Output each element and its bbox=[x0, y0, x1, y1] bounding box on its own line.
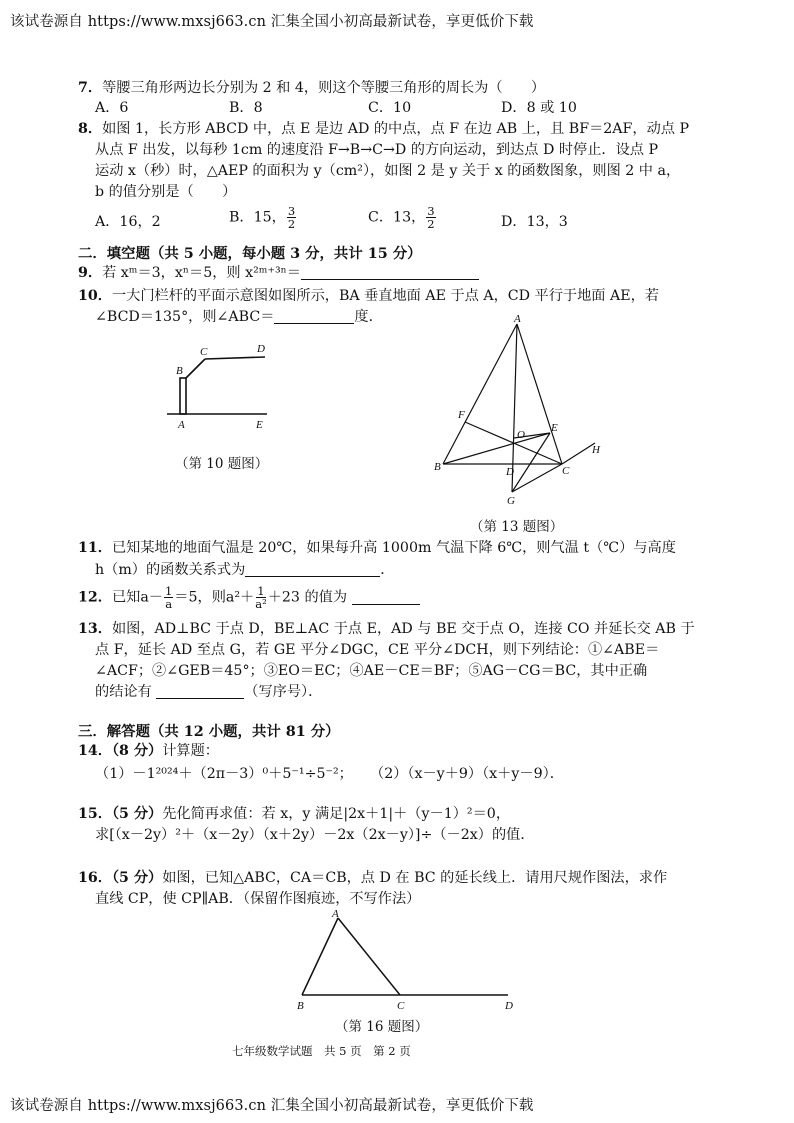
fraction bbox=[426, 205, 435, 230]
question-9 bbox=[78, 263, 479, 283]
fraction bbox=[164, 585, 173, 610]
label-h: H bbox=[592, 444, 600, 456]
label-d: D bbox=[257, 343, 265, 355]
answer-blank[interactable] bbox=[274, 308, 354, 324]
q8-line-4: b 的值分别是（ ） bbox=[95, 184, 237, 200]
q8-option-b bbox=[229, 205, 297, 230]
section-2-title: 二．填空题（共 5 小题，每小题 3 分，共计 15 分） bbox=[78, 245, 422, 262]
q8-line-1: 如图 1，长方形 ABCD 中，点 E 是边 AD 的中点，点 F 在边 AB 上，且 BF＝2AF，动点 P bbox=[102, 121, 689, 137]
q16-line-2: 直线 CP，使 CP∥AB．（保留作图痕迹，不写作法） bbox=[95, 891, 421, 907]
question-number: 7． bbox=[78, 80, 103, 96]
question-number: 16． bbox=[78, 870, 112, 886]
fraction-denominator: 2 bbox=[287, 217, 296, 231]
question-16 bbox=[78, 868, 667, 888]
answer-blank[interactable] bbox=[245, 561, 380, 577]
option-label: C．13， bbox=[368, 209, 426, 226]
question-text: 等腰三角形两边长分别为 2 和 4，则这个等腰三角形的周长为（ ） bbox=[102, 80, 546, 96]
q12-mid: ＝5，则a²＋ bbox=[174, 589, 255, 606]
q10-line-2-text: ∠BCD＝135°，则∠ABC＝ bbox=[95, 309, 275, 325]
question-15 bbox=[78, 804, 510, 824]
figure-16 bbox=[290, 905, 520, 1015]
q15-line-2: 求[（x－2y）²＋（x－2y）（x＋2y）－2x（2x－y）]÷（－2x）的值． bbox=[95, 827, 535, 843]
label-a: A bbox=[178, 419, 185, 431]
question-12 bbox=[78, 585, 420, 610]
figure-13-caption: （第 13 题图） bbox=[470, 519, 564, 535]
q14-part-1: （1）－1²⁰²⁴＋（2π－3）⁰＋5⁻¹÷5⁻²； bbox=[95, 766, 353, 782]
label-c: C bbox=[562, 465, 570, 477]
label-o: O bbox=[517, 429, 525, 441]
post-ba bbox=[180, 378, 186, 414]
question-number: 14． bbox=[78, 743, 112, 759]
segment-ab bbox=[302, 918, 338, 995]
question-11 bbox=[78, 538, 676, 558]
question-13 bbox=[78, 619, 695, 639]
q7-option-a: A．6 bbox=[95, 100, 129, 116]
label-b: B bbox=[434, 461, 441, 473]
figure-10-caption: （第 10 题图） bbox=[175, 456, 269, 472]
q14-part-2: （2）（x－y＋9）（x＋y－9）． bbox=[370, 766, 564, 782]
q11-line-2-end: ． bbox=[380, 562, 395, 578]
q10-line-2 bbox=[95, 307, 383, 327]
q7-option-d: D．8 或 10 bbox=[501, 100, 577, 116]
label-e: E bbox=[551, 422, 558, 434]
bottom-banner: 该试卷源自 https://www.mxsj663.cn 汇集全国小初高最新试卷，享更低价下载 bbox=[10, 1098, 534, 1114]
q10-line-2-end: 度． bbox=[354, 309, 383, 325]
q12-pre: 已知a－ bbox=[111, 589, 163, 606]
q13-line-4-text: 的结论有 bbox=[95, 684, 152, 700]
points: （5 分） bbox=[111, 870, 163, 886]
question-8 bbox=[78, 119, 689, 139]
segment-be bbox=[443, 433, 550, 464]
label-c: C bbox=[200, 346, 208, 358]
q14-head: 计算题： bbox=[162, 743, 219, 759]
question-7 bbox=[78, 78, 545, 98]
fraction-denominator: a bbox=[165, 597, 173, 611]
fraction-numerator: 1 bbox=[164, 584, 173, 598]
q13-line-4 bbox=[95, 682, 322, 702]
q11-line-1: 已知某地的地面气温是 20℃，如果每升高 1000m 气温下降 6℃，则气温 t（℃）与高度 bbox=[111, 540, 676, 556]
label-f: F bbox=[458, 409, 465, 421]
fraction bbox=[287, 205, 296, 230]
segment-ac bbox=[517, 324, 562, 464]
section-3-title: 三．解答题（共 12 小题，共计 81 分） bbox=[78, 723, 340, 740]
label-d: D bbox=[505, 1000, 513, 1012]
segment-cd bbox=[205, 357, 265, 359]
q10-line-1: 一大门栏杆的平面示意图如图所示，BA 垂直地面 AE 于点 A，CD 平行于地面 AE，若 bbox=[111, 288, 659, 304]
segment-bc bbox=[186, 359, 205, 378]
points: （8 分） bbox=[111, 743, 163, 759]
fraction bbox=[255, 585, 266, 610]
figure-10 bbox=[160, 338, 280, 438]
label-d: D bbox=[506, 466, 514, 478]
q13-line-3: ∠ACF；②∠GEB＝45°；③EO＝EC；④AE－CE＝BF；⑤AG－CG＝BC，其中正确 bbox=[95, 663, 648, 679]
segment-ac bbox=[338, 918, 400, 995]
figure-16-caption: （第 16 题图） bbox=[335, 1019, 429, 1035]
question-number: 12． bbox=[78, 589, 112, 606]
q7-option-b: B．8 bbox=[229, 100, 263, 116]
question-number: 9． bbox=[78, 265, 103, 281]
q15-line-1: 先化简再求值：若 x，y 满足|2x＋1|＋（y－1）²＝0， bbox=[162, 806, 511, 822]
label-a: A bbox=[514, 313, 521, 325]
figure-13 bbox=[430, 312, 610, 512]
fraction-denominator: 2 bbox=[427, 217, 435, 231]
q11-line-2 bbox=[95, 560, 394, 580]
question-text: 若 xᵐ＝3，xⁿ＝5，则 x²ᵐ⁺³ⁿ＝ bbox=[102, 265, 301, 281]
question-number: 13． bbox=[78, 621, 112, 637]
q8-option-c bbox=[368, 205, 437, 230]
label-b: B bbox=[297, 1000, 304, 1012]
q13-line-1: 如图，AD⊥BC 于点 D，BE⊥AC 于点 E，AD 与 BE 交于点 O，连接 CO 并延长交 AB 于 bbox=[111, 621, 695, 637]
answer-blank[interactable] bbox=[156, 683, 244, 699]
label-b: B bbox=[176, 365, 183, 377]
fraction-denominator: a² bbox=[255, 597, 267, 611]
question-14 bbox=[78, 741, 219, 761]
question-number: 8． bbox=[78, 121, 103, 137]
page-footer: 七年级数学试题 共 5 页 第 2 页 bbox=[232, 1044, 411, 1058]
top-banner: 该试卷源自 https://www.mxsj663.cn 汇集全国小初高最新试卷，享更低价下载 bbox=[10, 14, 534, 30]
fraction-numerator: 3 bbox=[427, 204, 435, 218]
fraction-numerator: 1 bbox=[257, 584, 265, 598]
label-c: C bbox=[397, 1000, 405, 1012]
q13-line-2: 点 F，延长 AD 至点 G，若 GE 平分∠DGC，CE 平分∠DCH，则下列结论：①∠ABE＝ bbox=[95, 642, 660, 658]
label-e: E bbox=[256, 419, 263, 431]
label-g: G bbox=[507, 495, 515, 507]
option-label: B．15， bbox=[229, 209, 286, 226]
q8-option-a: A．16，2 bbox=[95, 214, 161, 230]
q7-option-c: C．10 bbox=[368, 100, 412, 116]
q16-line-1: 如图，已知△ABC，CA＝CB，点 D 在 BC 的延长线上．请用尺规作图法，求作 bbox=[162, 870, 668, 886]
segment-gc bbox=[512, 464, 562, 492]
answer-blank[interactable] bbox=[301, 264, 479, 280]
question-10 bbox=[78, 286, 659, 306]
ray-ch bbox=[562, 443, 595, 464]
label-a: A bbox=[332, 908, 339, 920]
q8-option-d: D．13，3 bbox=[501, 214, 568, 230]
q8-line-3: 运动 x（秒）时，△AEP 的面积为 y（cm²），如图 2 是 y 关于 x 的函数图象，则图 2 中 a， bbox=[95, 163, 681, 179]
answer-blank[interactable] bbox=[352, 589, 420, 605]
q11-line-2-text: h（m）的函数关系式为 bbox=[95, 562, 246, 578]
question-number: 10． bbox=[78, 288, 112, 304]
fraction-numerator: 3 bbox=[287, 204, 296, 218]
question-number: 11． bbox=[78, 540, 112, 556]
q12-post: ＋23 的值为 bbox=[267, 589, 348, 606]
points: （5 分） bbox=[111, 806, 163, 822]
q13-line-4-end: （写序号）． bbox=[244, 684, 323, 700]
q8-line-2: 从点 F 出发，以每秒 1cm 的速度沿 F→B→C→D 的方向运动，到达点 D 时停止．设点 P bbox=[95, 142, 659, 158]
segment-ab bbox=[443, 324, 517, 464]
question-number: 15． bbox=[78, 806, 112, 822]
